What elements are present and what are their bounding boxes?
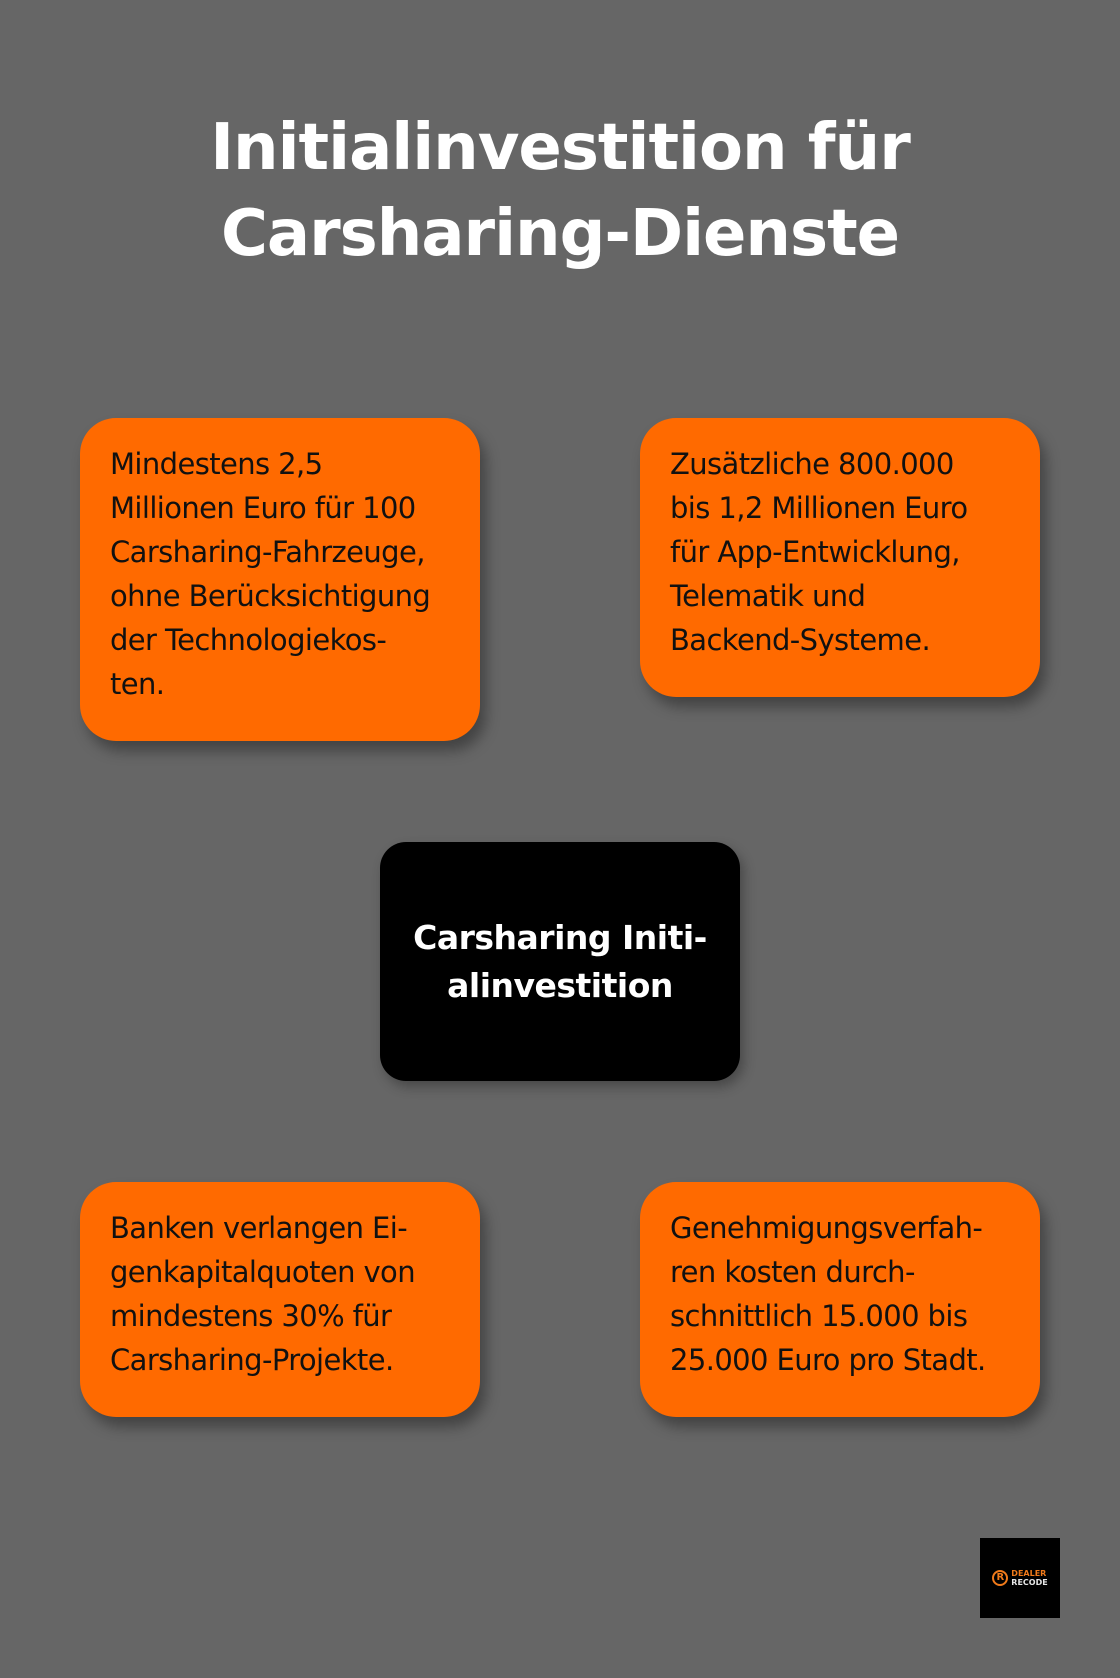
card-text-line: Carsharing-Fahrzeuge, (110, 535, 425, 569)
card-text-line: Carsharing-Projekte. (110, 1343, 394, 1377)
title-line-2: Carsharing-Dienste (220, 197, 900, 271)
card-text-line: Zusätzliche 800.000 (670, 447, 954, 481)
card-text-line: Telematik und (670, 579, 866, 613)
dealer-recode-logo (980, 1538, 1060, 1618)
card-text-line: Genehmigungsverfah- (670, 1211, 983, 1245)
card-text-line: bis 1,2 Millionen Euro (670, 491, 968, 525)
card-text-line: ten. (110, 667, 165, 701)
card-text-line: schnittlich 15.000 bis (670, 1299, 968, 1333)
center-node (380, 842, 740, 1081)
center-node-line-1: Carsharing Initi- (413, 917, 707, 957)
card-text-line: Mindestens 2,5 (110, 447, 323, 481)
card-text-line: der Technologiekos- (110, 623, 387, 657)
card-text-line: Backend-Systeme. (670, 623, 931, 657)
card-text-line: Banken verlangen Ei- (110, 1211, 408, 1245)
card-text-line: ren kosten durch- (670, 1255, 915, 1289)
card-vehicle-costs (80, 418, 480, 741)
card-text-line: Millionen Euro für 100 (110, 491, 416, 525)
center-node-line-2: alinvestition (447, 965, 673, 1005)
card-text-line: mindestens 30% für (110, 1299, 392, 1333)
title-line-1: Initialinvestition für (210, 111, 910, 185)
card-equity-ratio (80, 1182, 480, 1417)
card-text-line: genkapitalquoten von (110, 1255, 415, 1289)
logo-r-icon: R (992, 1570, 1008, 1586)
logo-line-2: RECODE (1011, 1578, 1048, 1587)
page-title (0, 105, 1120, 277)
card-technology-costs (640, 418, 1040, 697)
card-text-line: für App-Entwicklung, (670, 535, 960, 569)
card-text-line: 25.000 Euro pro Stadt. (670, 1343, 986, 1377)
card-permit-costs (640, 1182, 1040, 1417)
logo-wordmark (1011, 1569, 1047, 1587)
logo-line-1: DEALER (1011, 1569, 1047, 1578)
card-text-line: ohne Berücksichtigung (110, 579, 431, 613)
